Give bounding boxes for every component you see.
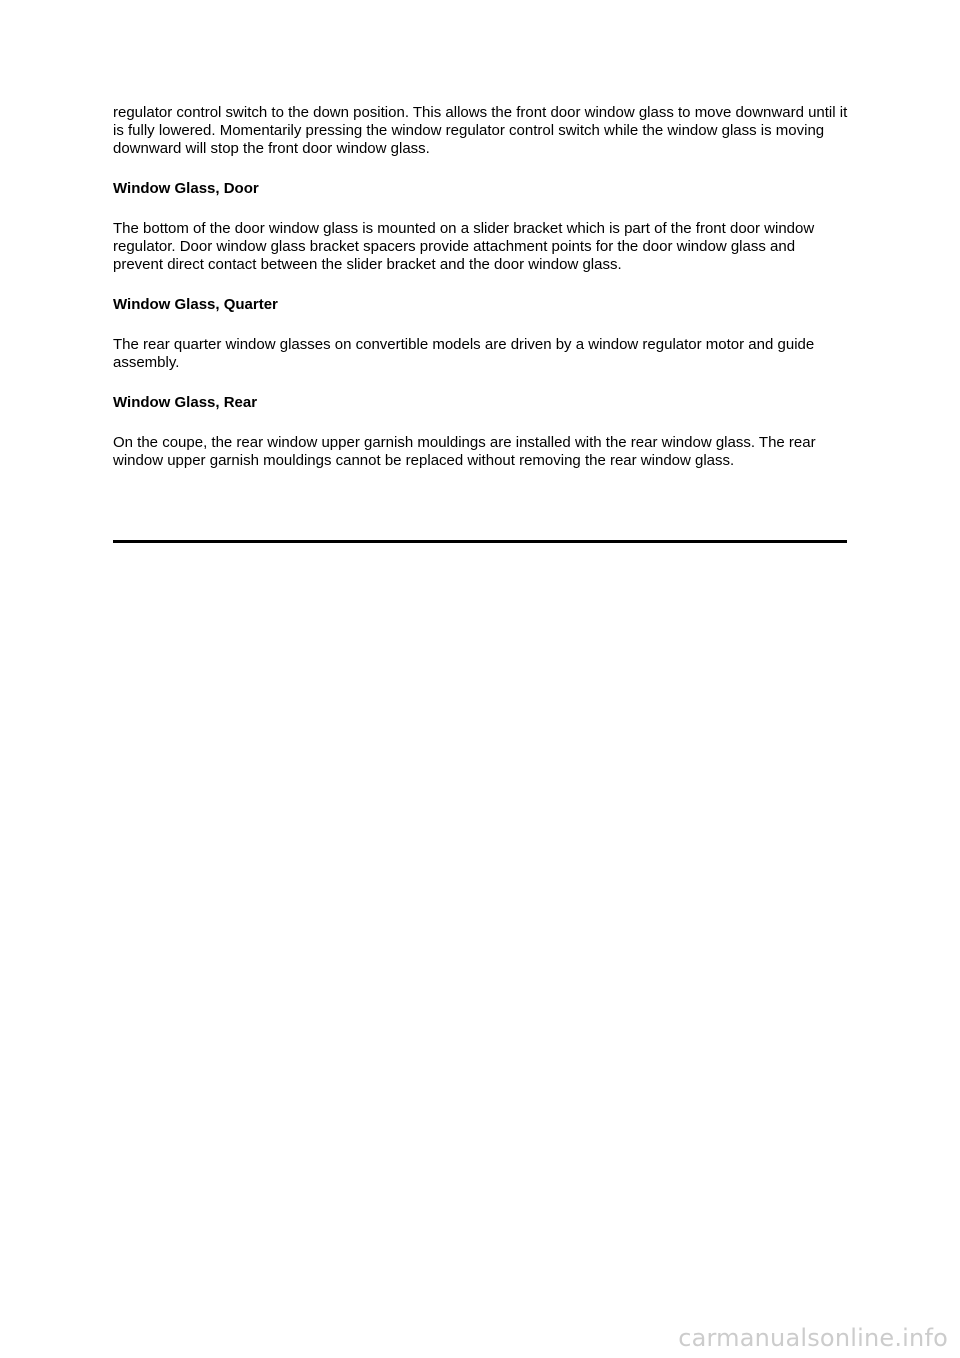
section-body-rear: On the coupe, the rear window upper garnish mouldings are installed with the rear window glass. The rear window upper garnish mouldings cannot be replaced without removing the rear window glass. [113, 434, 816, 469]
watermark: carmanualsonline.info [678, 1324, 948, 1352]
horizontal-divider [113, 540, 847, 543]
intro-paragraph: regulator control switch to the down position. This allows the front door window glass to move downward until it is fully lowered. Momentarily pressing the window regulator control switch while the window glass is moving downward will stop the front door window glass. [113, 104, 848, 157]
section-heading-rear: Window Glass, Rear [113, 394, 258, 411]
section-heading-quarter: Window Glass, Quarter [113, 296, 278, 313]
document-body [113, 104, 848, 470]
section-body-quarter: The rear quarter window glasses on convertible models are driven by a window regulator motor and guide assembly. [113, 336, 815, 371]
section-heading-door: Window Glass, Door [113, 180, 259, 197]
section-body-door: The bottom of the door window glass is mounted on a slider bracket which is part of the front door window regulator. Door window glass bracket spacers provide attachment points for the door window glass and prevent direct contact between the slider bracket and the door window glass. [113, 220, 815, 273]
